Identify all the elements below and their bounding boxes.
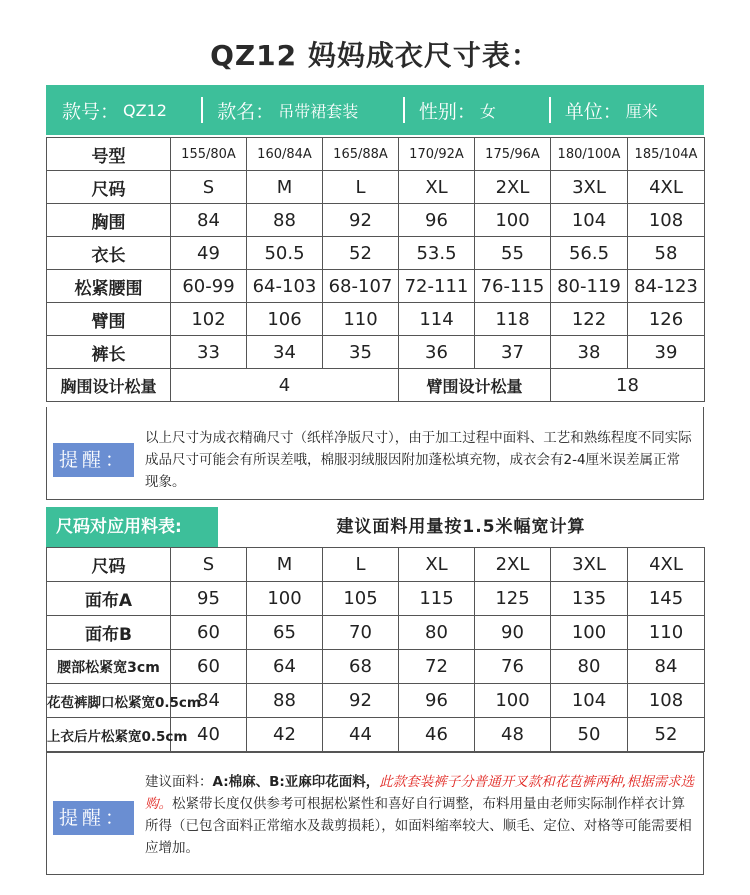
table-cell: 2XL — [475, 548, 551, 582]
table-cell: 135 — [551, 582, 628, 616]
table-cell: 155/80A — [171, 138, 247, 171]
table-row — [47, 718, 705, 752]
table-cell: 37 — [475, 336, 551, 369]
table-cell: 122 — [551, 303, 628, 336]
table-cell: 84 — [628, 650, 705, 684]
table-cell: 110 — [628, 616, 705, 650]
table-cell: 180/100A — [551, 138, 628, 171]
table-cell: 35 — [323, 336, 399, 369]
table-cell: 165/88A — [323, 138, 399, 171]
table-cell: 126 — [628, 303, 705, 336]
row-label: 尺码 — [47, 171, 171, 204]
size-table — [46, 137, 705, 402]
table-cell: 80-119 — [551, 270, 628, 303]
table-cell: 68 — [323, 650, 399, 684]
table-cell: 34 — [247, 336, 323, 369]
table-cell: 80 — [399, 616, 475, 650]
row-label: 臂围 — [47, 303, 171, 336]
table-cell: 96 — [399, 204, 475, 237]
table-cell: 104 — [551, 684, 628, 718]
row-label: 面布B — [47, 616, 171, 650]
table-cell: 96 — [399, 684, 475, 718]
row-label: 松紧腰围 — [47, 270, 171, 303]
table-cell: 33 — [171, 336, 247, 369]
table-cell: 50.5 — [247, 237, 323, 270]
table-cell: S — [171, 548, 247, 582]
table-cell: M — [247, 171, 323, 204]
table-cell: 185/104A — [628, 138, 705, 171]
table-cell: 125 — [475, 582, 551, 616]
table-row — [47, 138, 705, 171]
style-no-value: QZ12 — [123, 100, 167, 120]
table-cell: 64-103 — [247, 270, 323, 303]
table-cell: 92 — [323, 204, 399, 237]
table-cell: S — [171, 171, 247, 204]
reminder-label: 提醒： — [53, 801, 134, 835]
ease-chest-value: 4 — [171, 369, 399, 402]
table-cell: 84 — [171, 204, 247, 237]
unit-label: 单位： — [564, 100, 622, 123]
info-bar — [46, 85, 704, 135]
table-cell: 52 — [323, 237, 399, 270]
table-cell: 55 — [475, 237, 551, 270]
table-cell: 36 — [399, 336, 475, 369]
table-cell: L — [323, 548, 399, 582]
table-cell: 72-111 — [399, 270, 475, 303]
fabric-section-header — [46, 507, 704, 547]
table-cell: 114 — [399, 303, 475, 336]
row-label: 腰部松紧宽3cm — [47, 650, 171, 684]
name-label: 款名： — [217, 100, 275, 123]
table-cell: 92 — [323, 684, 399, 718]
reminder-text — [145, 771, 697, 859]
table-cell: 64 — [247, 650, 323, 684]
row-label: 花苞裤脚口松紧宽0.5cm — [47, 684, 171, 718]
row-label: 裤长 — [47, 336, 171, 369]
name-cell — [201, 85, 403, 135]
table-cell: 104 — [551, 204, 628, 237]
table-cell: 60 — [171, 650, 247, 684]
table-cell: 90 — [475, 616, 551, 650]
table-cell: 56.5 — [551, 237, 628, 270]
table-cell: 49 — [171, 237, 247, 270]
table-cell: 3XL — [551, 548, 628, 582]
table-row — [47, 303, 705, 336]
table-cell: 68-107 — [323, 270, 399, 303]
table-cell: 100 — [247, 582, 323, 616]
table-cell: 72 — [399, 650, 475, 684]
table-cell: 3XL — [551, 171, 628, 204]
table-cell: L — [323, 171, 399, 204]
table-row — [47, 650, 705, 684]
table-cell: 52 — [628, 718, 705, 752]
table-row — [47, 616, 705, 650]
style-no-cell — [46, 85, 201, 135]
style-no-label: 款号： — [62, 100, 120, 123]
table-cell: 4XL — [628, 548, 705, 582]
table-row — [47, 548, 705, 582]
table-row — [47, 237, 705, 270]
reminder-box — [46, 407, 704, 500]
row-label: 上衣后片松紧宽0.5cm — [47, 718, 171, 752]
table-cell: 95 — [171, 582, 247, 616]
table-cell: 118 — [475, 303, 551, 336]
row-label: 尺码 — [47, 548, 171, 582]
table-cell: 48 — [475, 718, 551, 752]
table-cell: 88 — [247, 204, 323, 237]
row-label: 胸围 — [47, 204, 171, 237]
table-cell: 175/96A — [475, 138, 551, 171]
row-label: 面布A — [47, 582, 171, 616]
fabric-section-badge: 尺码对应用料表: — [46, 507, 218, 547]
gender-value: 女 — [479, 101, 496, 121]
reminder-text-intro: 建议面料： — [145, 774, 213, 790]
table-cell: 160/84A — [247, 138, 323, 171]
reminder-text-highlight: 此款套装裤子分普通开叉款和花苞裤两种,根据需求选购。 — [145, 774, 695, 812]
reminder-text-body: 松紧带长度仅供参考可根据松紧性和喜好自行调整，布料用量由老师实际制作样衣计算所得（已包含面料正常缩水及裁剪损耗），如面料缩率较大、顺毛、定位、对格等可能需要相应增加。 — [145, 796, 692, 856]
table-cell: 65 — [247, 616, 323, 650]
table-row — [47, 204, 705, 237]
table-cell: 46 — [399, 718, 475, 752]
table-row — [47, 270, 705, 303]
page-title: QZ12 妈妈成衣尺寸表： — [210, 39, 540, 72]
table-cell: 84-123 — [628, 270, 705, 303]
table-cell: 108 — [628, 684, 705, 718]
row-label: 衣长 — [47, 237, 171, 270]
table-cell: XL — [399, 548, 475, 582]
ease-chest-label: 胸围设计松量 — [47, 369, 171, 402]
table-cell: 102 — [171, 303, 247, 336]
table-cell: 105 — [323, 582, 399, 616]
fabric-table — [46, 547, 705, 752]
table-cell: 70 — [323, 616, 399, 650]
fabric-section-heading: 建议面料用量按1.5米幅宽计算 — [336, 517, 586, 537]
reminder-text-fabrics: A:棉麻、B:亚麻印花面料， — [212, 774, 380, 790]
table-cell: 38 — [551, 336, 628, 369]
table-cell: 4XL — [628, 171, 705, 204]
table-cell: 145 — [628, 582, 705, 616]
reminder-text: 以上尺寸为成衣精确尺寸（纸样净版尺寸），由于加工过程中面料、工艺和熟练程度不同实际成品尺寸可能会有所误差哦，棉服羽绒服因附加蓬松填充物，成衣会有2-4厘米误差属正常现象。 — [145, 430, 692, 490]
table-cell: 100 — [551, 616, 628, 650]
ease-arm-value: 18 — [551, 369, 705, 402]
table-row — [47, 171, 705, 204]
unit-value: 厘米 — [625, 101, 658, 121]
unit-cell — [549, 85, 704, 135]
table-cell: 53.5 — [399, 237, 475, 270]
table-cell: 106 — [247, 303, 323, 336]
table-cell: 50 — [551, 718, 628, 752]
table-cell: 2XL — [475, 171, 551, 204]
table-cell: 84 — [171, 684, 247, 718]
gender-cell — [403, 85, 549, 135]
table-cell: 108 — [628, 204, 705, 237]
reminder-box-fabric — [46, 752, 704, 875]
table-cell: M — [247, 548, 323, 582]
reminder-label: 提醒： — [53, 443, 134, 477]
table-row — [47, 684, 705, 718]
table-cell: 42 — [247, 718, 323, 752]
table-cell: 80 — [551, 650, 628, 684]
table-cell: 88 — [247, 684, 323, 718]
row-label: 号型 — [47, 138, 171, 171]
gender-label: 性别： — [418, 100, 476, 123]
table-cell: 110 — [323, 303, 399, 336]
table-cell: 76-115 — [475, 270, 551, 303]
table-cell: 40 — [171, 718, 247, 752]
table-row — [47, 336, 705, 369]
table-cell: 100 — [475, 204, 551, 237]
table-cell: 115 — [399, 582, 475, 616]
table-cell: 170/92A — [399, 138, 475, 171]
table-row — [47, 582, 705, 616]
table-row — [47, 369, 705, 402]
table-cell: 100 — [475, 684, 551, 718]
name-value: 吊带裙套装 — [278, 101, 359, 121]
table-cell: XL — [399, 171, 475, 204]
ease-arm-label: 臂围设计松量 — [399, 369, 551, 402]
table-cell: 76 — [475, 650, 551, 684]
table-cell: 39 — [628, 336, 705, 369]
table-cell: 58 — [628, 237, 705, 270]
table-cell: 60-99 — [171, 270, 247, 303]
table-cell: 60 — [171, 616, 247, 650]
table-cell: 44 — [323, 718, 399, 752]
